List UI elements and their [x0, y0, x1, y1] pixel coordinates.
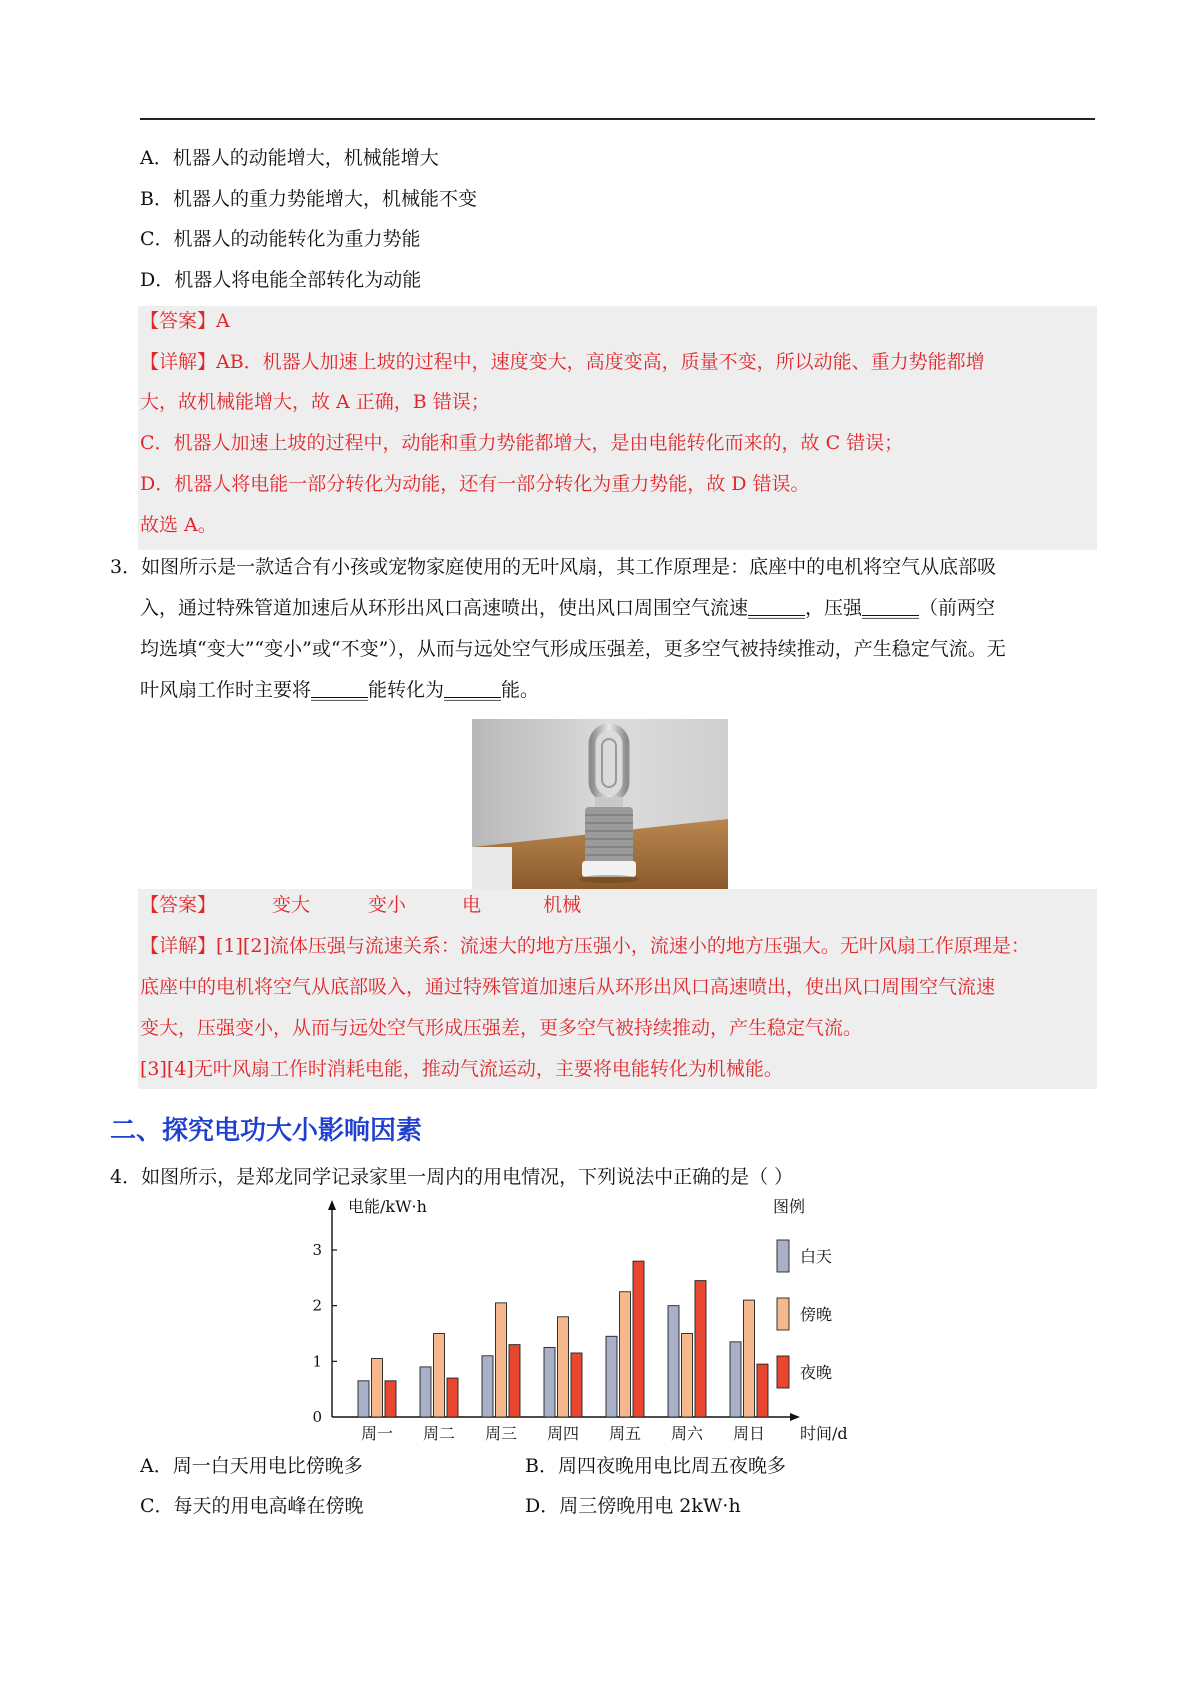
y-axis-arrow: [328, 1200, 336, 1210]
q2-option-d: D．机器人将电能全部转化为动能: [140, 269, 422, 291]
legend-swatch-白天: [777, 1240, 789, 1272]
q3-stem-line1: 3．如图所示是一款适合有小孩或宠物家庭使用的无叶风扇，其工作原理是：底座中的电机将空气从底部吸: [110, 556, 997, 578]
bar-夜晚-周四: [571, 1353, 582, 1417]
electricity-usage-chart: [300, 1195, 900, 1455]
q2-detail-3: C．机器人加速上坡的过程中，动能和重力势能都增大，是由电能转化而来的，故 C 错误；: [140, 432, 904, 454]
q3-line2-text-b: ，压强: [805, 597, 863, 619]
q3-answer-3: 电: [462, 894, 482, 916]
section-heading: 二、探究电功大小影响因素: [110, 1116, 423, 1146]
q3-line4-text-b: 能转化为: [368, 679, 445, 701]
bar-夜晚-周六: [695, 1281, 706, 1417]
bar-傍晚-周一: [372, 1359, 383, 1417]
legend-swatch-夜晚: [777, 1356, 789, 1388]
bar-白天-周日: [730, 1342, 741, 1417]
q3-blank-1[interactable]: ______: [748, 597, 806, 619]
q3-stem-line4: [140, 678, 539, 702]
q3-answer-1: 变大: [272, 894, 311, 916]
legend-swatch-傍晚: [777, 1298, 789, 1330]
q2-detail-5: 故选 A。: [140, 514, 217, 536]
x-tick-label: 周一: [360, 1424, 394, 1443]
bar-夜晚-周日: [757, 1364, 768, 1417]
q2-answer-box: [138, 306, 1097, 550]
q3-line4-text-a: 叶风扇工作时主要将: [140, 679, 312, 701]
legend-title: 图例: [773, 1197, 806, 1216]
x-tick-label: 周日: [732, 1424, 766, 1443]
legend-label-傍晚: 傍晚: [800, 1305, 833, 1324]
y-tick-label: 3: [312, 1241, 322, 1259]
q3-answer-label: 【答案】: [140, 894, 217, 916]
bar-白天-周二: [420, 1367, 431, 1417]
y-tick-label: 2: [312, 1296, 322, 1315]
bar-夜晚-周二: [447, 1378, 458, 1417]
x-axis-arrow: [790, 1413, 800, 1421]
bar-傍晚-周四: [558, 1317, 569, 1417]
y-tick-label: 1: [312, 1352, 322, 1371]
x-tick-label: 周五: [608, 1424, 642, 1443]
q4-option-d: D．周三傍晚用电 2kW·h: [525, 1495, 741, 1517]
q3-blank-2[interactable]: ______: [862, 597, 920, 619]
q3-detail-2: 底座中的电机将空气从底部吸入，通过特殊管道加速后从环形出风口高速喷出，使出风口周围空气流速: [140, 976, 996, 998]
bladeless-fan-photo: [472, 719, 728, 889]
bar-傍晚-周六: [682, 1334, 693, 1418]
y-axis-label: 电能/kW·h: [348, 1197, 427, 1216]
bar-夜晚-周三: [509, 1345, 520, 1417]
q3-detail-1: 【详解】[1][2]流体压强与流速关系：流速大的地方压强小，流速小的地方压强大。无叶风扇工作原理是：: [140, 935, 1030, 957]
bar-傍晚-周二: [434, 1334, 445, 1418]
q3-line2-text-c: （前两空: [919, 597, 996, 619]
header-rule: [140, 118, 1095, 120]
x-axis-label: 时间/d: [800, 1424, 848, 1443]
x-tick-label: 周三: [484, 1424, 518, 1443]
bar-夜晚-周五: [633, 1261, 644, 1417]
x-tick-label: 周四: [546, 1424, 580, 1443]
bar-夜晚-周一: [385, 1381, 396, 1417]
y-tick-label: 0: [312, 1408, 322, 1426]
legend-label-白天: 白天: [800, 1247, 833, 1266]
q2-option-b: B．机器人的重力势能增大，机械能不变: [140, 188, 477, 210]
q4-option-c: C．每天的用电高峰在傍晚: [140, 1495, 364, 1517]
q2-answer-label: 【答案】A: [140, 310, 230, 332]
q2-detail-1: 【详解】AB．机器人加速上坡的过程中，速度变大，高度变高，质量不变，所以动能、重力势能都增: [140, 351, 985, 373]
q4-option-a: A．周一白天用电比傍晚多: [140, 1455, 363, 1477]
q2-option-a: A．机器人的动能增大，机械能增大: [140, 147, 439, 169]
q4-option-b: B．周四夜晚用电比周五夜晚多: [525, 1455, 786, 1477]
x-tick-label: 周六: [670, 1424, 704, 1443]
x-tick-label: 周二: [422, 1424, 456, 1443]
q3-line4-text-c: 能。: [501, 679, 540, 701]
bar-傍晚-周三: [496, 1303, 507, 1417]
bar-傍晚-周日: [744, 1300, 755, 1417]
bar-白天-周四: [544, 1347, 555, 1417]
bar-傍晚-周五: [620, 1292, 631, 1417]
q3-answer-4: 机械: [543, 894, 582, 916]
bar-白天-周五: [606, 1336, 617, 1417]
q4-stem: 4．如图所示，是郑龙同学记录家里一周内的用电情况，下列说法中正确的是（ ）: [110, 1166, 794, 1188]
q3-stem-line3: 均选填“变大”“变小”或“不变”），从而与远处空气形成压强差，更多空气被持续推动，产生稳定气流。无: [140, 638, 1006, 660]
q3-detail-3: 变大，压强变小，从而与远处空气形成压强差，更多空气被持续推动，产生稳定气流。: [140, 1017, 863, 1039]
q3-answer-row: [140, 893, 581, 917]
q2-detail-2: 大，故机械能增大，故 A 正确，B 错误；: [140, 391, 490, 413]
q3-stem-line2: [140, 596, 995, 620]
bar-白天-周六: [668, 1306, 679, 1417]
bar-白天-周一: [358, 1381, 369, 1417]
q2-detail-4: D．机器人将电能一部分转化为动能，还有一部分转化为重力势能，故 D 错误。: [140, 473, 810, 495]
q3-blank-3[interactable]: ______: [311, 679, 369, 701]
legend-label-夜晚: 夜晚: [800, 1363, 833, 1382]
q3-blank-4[interactable]: ______: [444, 679, 502, 701]
bar-白天-周三: [482, 1356, 493, 1417]
q2-option-c: C．机器人的动能转化为重力势能: [140, 228, 421, 250]
q3-line2-text-a: 入，通过特殊管道加速后从环形出风口高速喷出，使出风口周围空气流速: [140, 597, 749, 619]
q3-detail-4: [3][4]无叶风扇工作时消耗电能，推动气流运动，主要将电能转化为机械能。: [140, 1058, 783, 1080]
q3-answer-2: 变小: [368, 894, 407, 916]
